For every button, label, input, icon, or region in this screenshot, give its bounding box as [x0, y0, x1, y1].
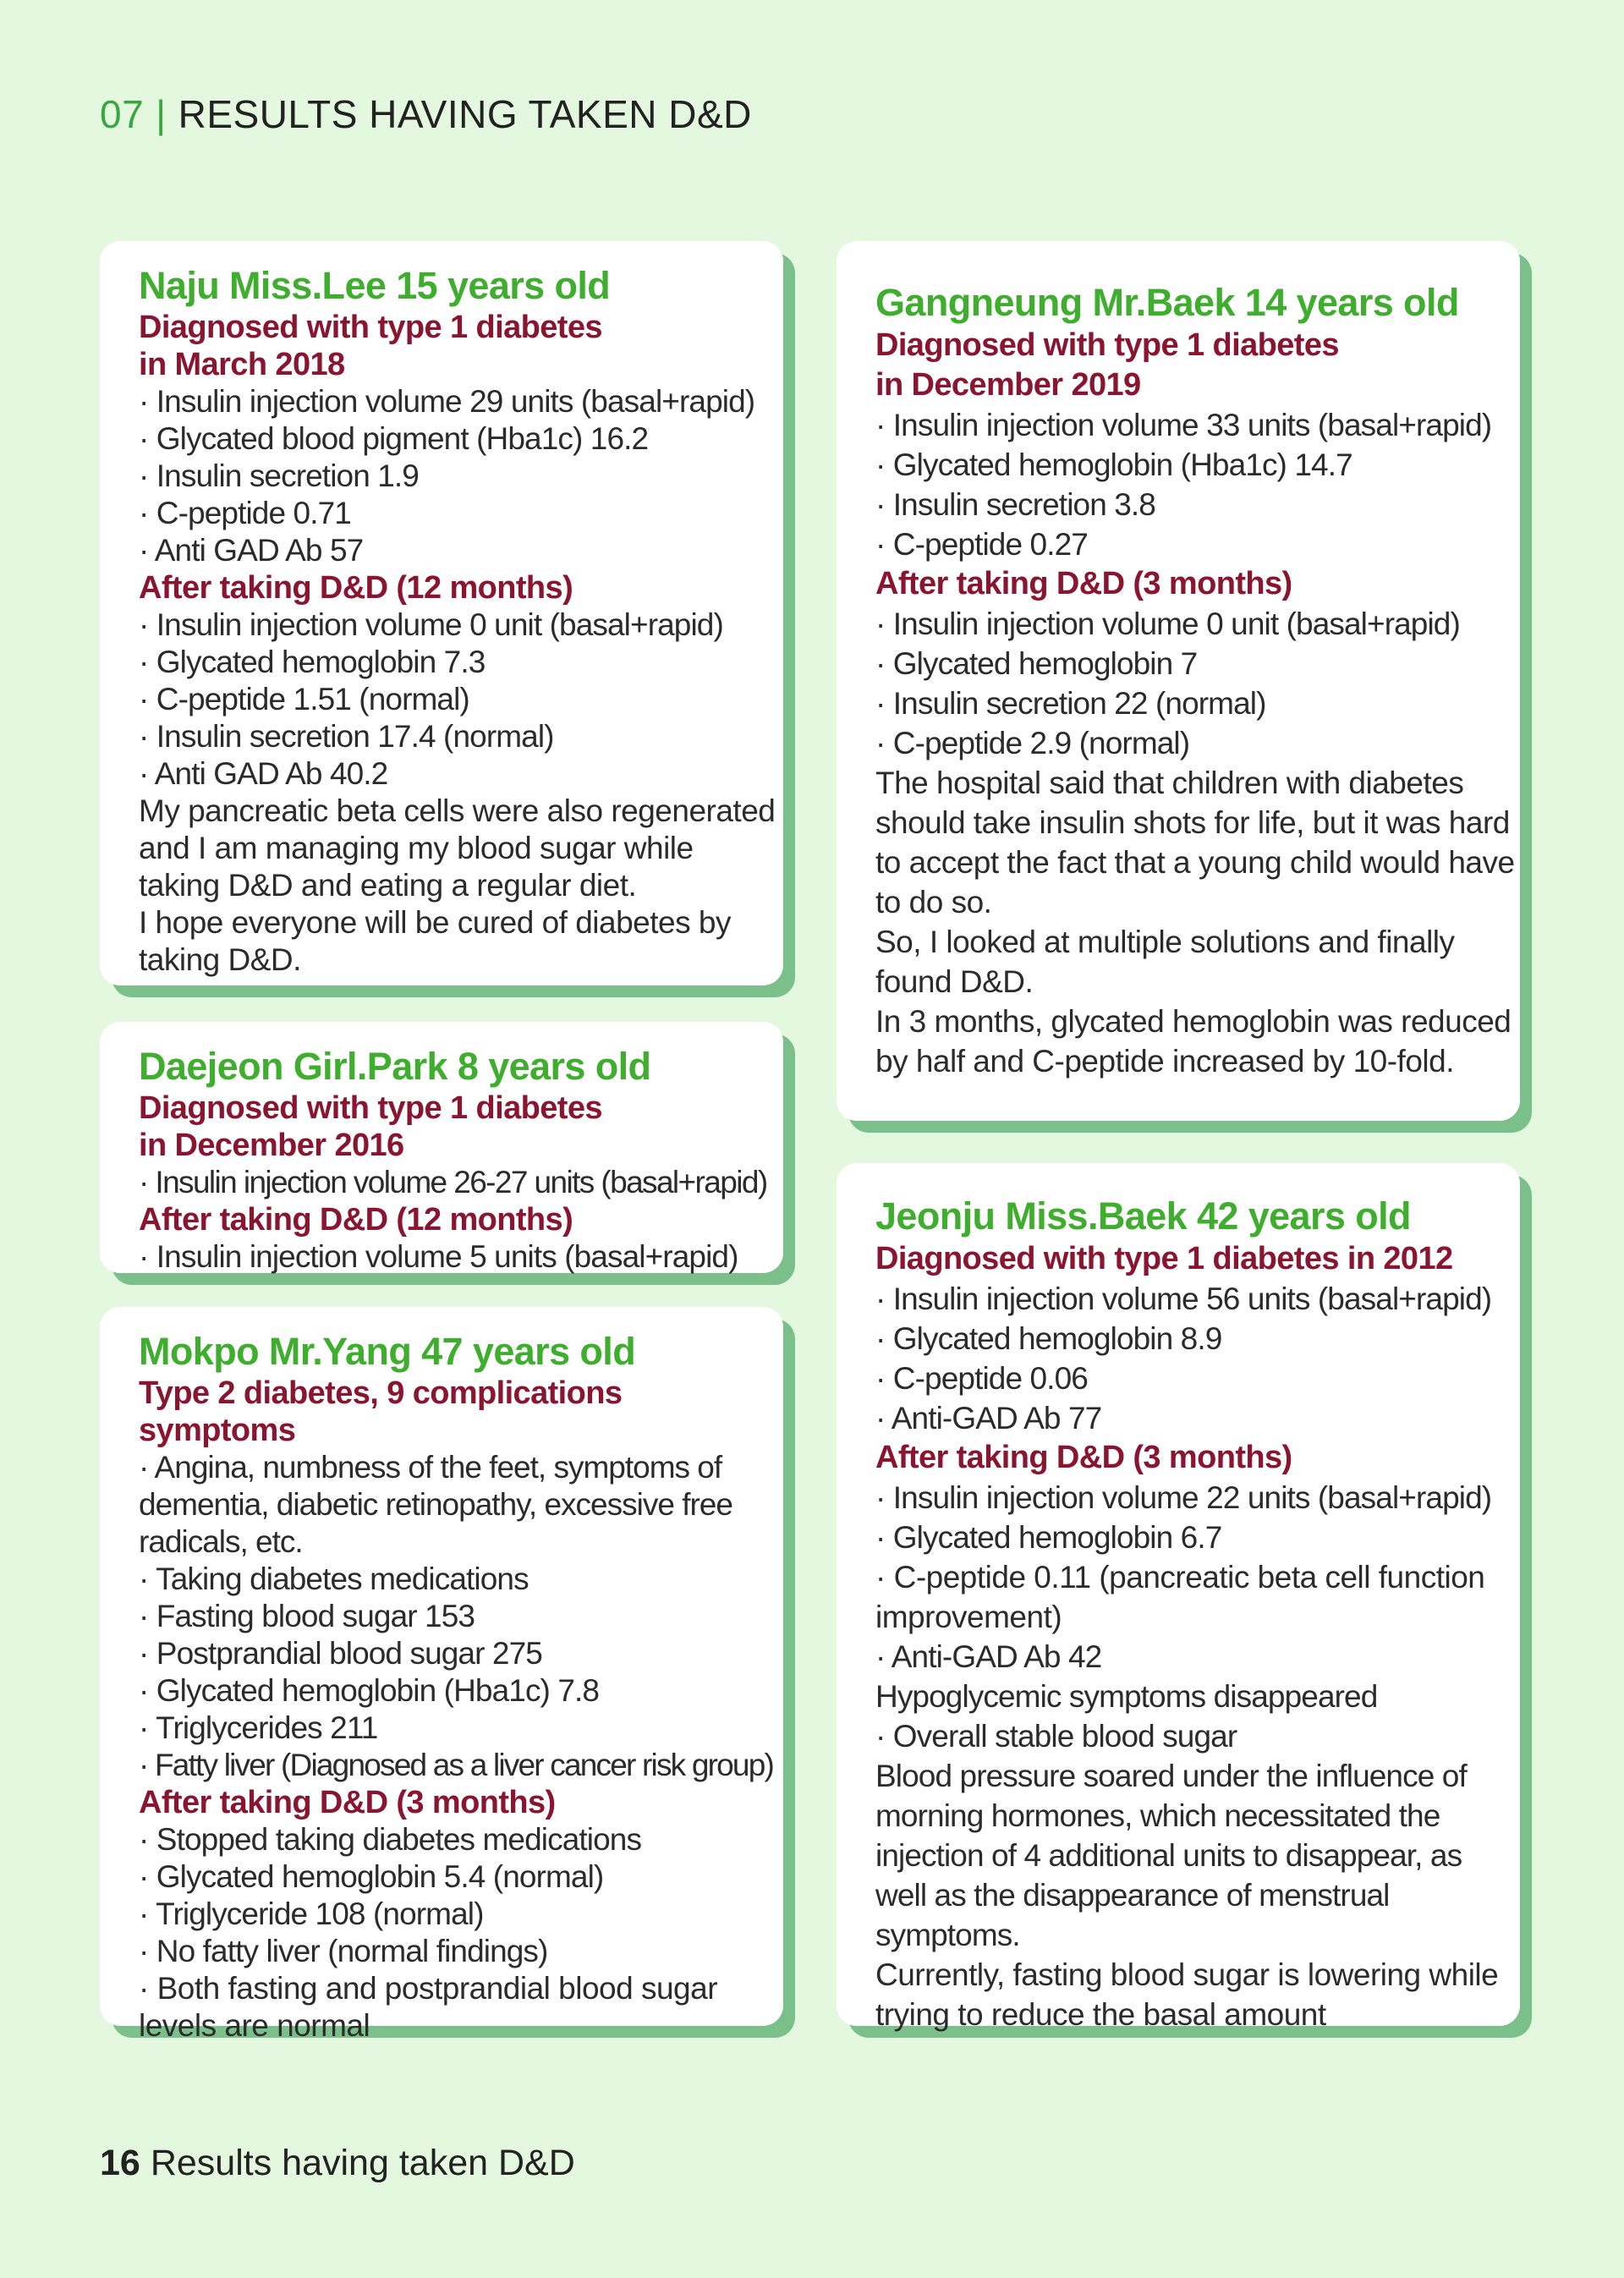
- testimonial-card-baek-jeonju: [837, 1163, 1520, 2032]
- section-number: 07: [100, 92, 145, 136]
- after-item: · Glycated hemoglobin 5.4 (normal): [139, 1859, 604, 1894]
- footer-title: Results having taken D&D: [150, 2143, 575, 2183]
- after-item: · Triglyceride 108 (normal): [139, 1897, 484, 1931]
- after-item: · Anti GAD Ab 40.2: [139, 756, 388, 791]
- after-item: · Overall stable blood sugar: [875, 1719, 1237, 1754]
- testimonial-card-park: [100, 1022, 783, 1273]
- before-item: · Insulin secretion 1.9: [139, 458, 419, 493]
- before-item: · Insulin secretion 3.8: [875, 487, 1155, 522]
- before-item: · Glycated hemoglobin 8.9: [875, 1321, 1222, 1356]
- after-heading: After taking D&D (3 months): [875, 566, 1292, 601]
- diagnosis-line: in December 2019: [875, 367, 1141, 403]
- diagnosis-line: Diagnosed with type 1 diabetes: [139, 1090, 602, 1126]
- testimonial-text: The hospital said that children with diabetes should take insulin shots for life, but it was hard to accept the fact that a young child would have to do so.: [875, 766, 1515, 919]
- after-item: · C-peptide 1.51 (normal): [139, 682, 469, 716]
- after-item: · Insulin injection volume 5 units (basal+rapid): [139, 1239, 738, 1274]
- patient-name: Daejeon Girl.Park 8 years old: [139, 1045, 651, 1088]
- after-item: · Anti-GAD Ab 42: [875, 1639, 1102, 1674]
- before-item: · Taking diabetes medications: [139, 1562, 529, 1596]
- testimonial-text: So, I looked at multiple solutions and finally found D&D.: [875, 925, 1455, 999]
- testimonial-text: My pancreatic beta cells were also regenerated and I am managing my blood sugar while taking D&D and eating a regular diet.: [139, 793, 776, 903]
- diagnosis-line: Type 2 diabetes, 9 complications symptoms: [139, 1375, 623, 1448]
- after-item: Hypoglycemic symptoms disappeared: [875, 1679, 1378, 1714]
- testimonial-text: I hope everyone will be cured of diabetes by taking D&D.: [139, 905, 731, 977]
- header-separator: |: [156, 92, 167, 136]
- patient-name: Mokpo Mr.Yang 47 years old: [139, 1330, 636, 1373]
- testimonial-text: Blood pressure soared under the influence of morning hormones, which necessitated the injection of 4 additional units to disappear, as well as the disappearance of menstrual symptoms.: [875, 1759, 1467, 1952]
- after-item: · Insulin injection volume 0 unit (basal+rapid): [875, 607, 1460, 641]
- after-item: · Glycated hemoglobin 6.7: [875, 1520, 1222, 1555]
- page-title: RESULTS HAVING TAKEN D&D: [178, 92, 752, 136]
- patient-name: Jeonju Miss.Baek 42 years old: [875, 1194, 1411, 1238]
- after-item: · C-peptide 2.9 (normal): [875, 726, 1190, 760]
- before-item: · C-peptide 0.06: [875, 1361, 1088, 1396]
- before-item: · Anti-GAD Ab 77: [875, 1401, 1102, 1435]
- diagnosis-line: in December 2016: [139, 1128, 404, 1163]
- after-item: · Glycated hemoglobin 7.3: [139, 645, 486, 679]
- diagnosis-line: Diagnosed with type 1 diabetes: [875, 327, 1339, 363]
- after-heading: After taking D&D (3 months): [139, 1785, 556, 1820]
- before-item: · Insulin injection volume 26-27 units (basal+rapid): [139, 1165, 767, 1199]
- before-item: · C-peptide 0.27: [875, 527, 1088, 562]
- before-item: · Glycated blood pigment (Hba1c) 16.2: [139, 421, 649, 456]
- after-item: · Insulin secretion 22 (normal): [875, 686, 1266, 721]
- before-item: · Insulin injection volume 56 units (basal+rapid): [875, 1282, 1492, 1316]
- before-item: · Fatty liver (Diagnosed as a liver cancer risk group): [139, 1748, 773, 1782]
- after-heading: After taking D&D (12 months): [139, 1202, 573, 1238]
- before-item: · Triglycerides 211: [139, 1710, 378, 1745]
- before-item: · Glycated hemoglobin (Hba1c) 14.7: [875, 447, 1352, 482]
- testimonial-card-lee: [100, 241, 783, 985]
- diagnosis-line: Diagnosed with type 1 diabetes: [139, 310, 602, 345]
- before-item: · Insulin injection volume 33 units (basal+rapid): [875, 408, 1492, 442]
- before-item: · Glycated hemoglobin (Hba1c) 7.8: [139, 1673, 600, 1708]
- after-item: · Stopped taking diabetes medications: [139, 1822, 642, 1857]
- after-item: · C-peptide 0.11 (pancreatic beta cell function improvement): [875, 1560, 1485, 1634]
- after-item: · Insulin secretion 17.4 (normal): [139, 719, 554, 754]
- page-footer: [100, 2143, 575, 2184]
- testimonial-text: In 3 months, glycated hemoglobin was reduced by half and C-peptide increased by 10-fold.: [875, 1004, 1512, 1079]
- after-item: · Insulin injection volume 0 unit (basal+rapid): [139, 607, 723, 642]
- testimonial-text: Currently, fasting blood sugar is lowering while trying to reduce the basal amount: [875, 1957, 1499, 2032]
- diagnosis-line: in March 2018: [139, 347, 345, 382]
- symptoms-text: · Angina, numbness of the feet, symptoms of dementia, diabetic retinopathy, excessive free radicals, etc.: [139, 1450, 732, 1559]
- before-item: · Fasting blood sugar 153: [139, 1599, 475, 1633]
- before-item: · Postprandial blood sugar 275: [139, 1636, 542, 1671]
- testimonial-card-yang: [100, 1307, 783, 2043]
- patient-name: Gangneung Mr.Baek 14 years old: [875, 281, 1459, 324]
- patient-name: Naju Miss.Lee 15 years old: [139, 264, 611, 307]
- after-item: · No fatty liver (normal findings): [139, 1934, 548, 1968]
- after-item: · Insulin injection volume 22 units (basal+rapid): [875, 1480, 1492, 1515]
- before-item: · Insulin injection volume 29 units (basal+rapid): [139, 384, 755, 419]
- after-heading: After taking D&D (12 months): [139, 570, 573, 606]
- after-heading: After taking D&D (3 months): [875, 1440, 1292, 1475]
- after-item: · Both fasting and postprandial blood sugar levels are normal: [139, 1971, 718, 2043]
- page-header: [100, 91, 752, 137]
- after-item: · Glycated hemoglobin 7: [875, 646, 1198, 681]
- page-number: 16: [100, 2143, 140, 2183]
- diagnosis-line: Diagnosed with type 1 diabetes in 2012: [875, 1241, 1453, 1276]
- before-item: · C-peptide 0.71: [139, 496, 351, 530]
- before-item: · Anti GAD Ab 57: [139, 533, 364, 568]
- testimonial-card-baek-gangneung: [837, 241, 1520, 1121]
